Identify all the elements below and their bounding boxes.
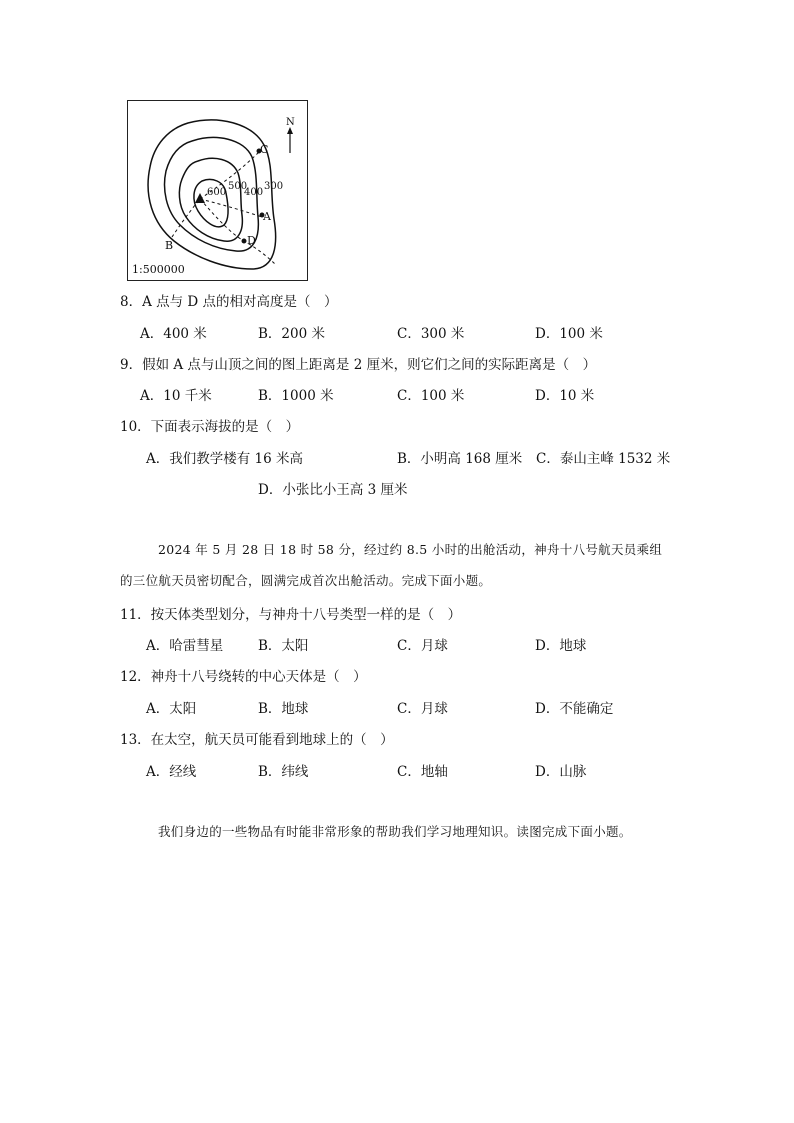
north-arrowhead-icon [287,127,293,134]
point-d-label: D [247,234,256,247]
point-b-label: B [165,239,174,252]
contour-label-300: 300 [264,181,284,192]
point-c-label: C [260,143,269,156]
question-13-stem: 13．在太空，航天员可能看到地球上的（ ） [120,732,394,748]
dashed-line-summit-d [200,199,276,265]
question-8-option-a: A．400 米 [140,326,207,342]
question-8-option-c: C．300 米 [397,326,465,342]
question-11-stem: 11．按天体类型划分，与神舟十八号类型一样的是（ ） [120,607,462,623]
question-10-option-a: A．我们教学楼有 16 米高 [146,451,304,467]
question-12-option-b: B．地球 [258,701,309,717]
map-scale: 1:500000 [132,263,185,276]
question-11-option-d: D．地球 [535,638,587,654]
summit-triangle-icon [195,193,205,203]
question-12-option-c: C．月球 [397,701,448,717]
north-label: N [286,117,295,128]
question-9-option-a: A．10 千米 [140,388,212,404]
question-10-option-b: B．小明高 168 厘米 [397,451,523,467]
question-11-option-c: C．月球 [397,638,448,654]
question-9-option-b: B．1000 米 [258,388,334,404]
contour-label-400: 400 [244,187,264,198]
passage-2-line-1: 我们身边的一些物品有时能非常形象的帮助我们学习地理知识。读图完成下面小题。 [158,824,632,839]
question-9-option-d: D．10 米 [535,388,595,404]
question-8-option-d: D．100 米 [535,326,603,342]
question-8-option-b: B．200 米 [258,326,325,342]
passage-1-line-2: 的三位航天员密切配合，圆满完成首次出舱活动。完成下面小题。 [120,573,492,588]
question-13-option-d: D．山脉 [535,764,587,780]
question-9-stem: 9．假如 A 点与山顶之间的图上距离是 2 厘米，则它们之间的实际距离是（ ） [120,357,597,373]
contour-label-600: 600 [207,187,227,198]
question-10-option-c: C．泰山主峰 1532 米 [536,451,671,467]
contour-map [127,100,308,281]
question-13-option-c: C．地轴 [397,764,448,780]
question-11-option-a: A．哈雷彗星 [146,638,224,654]
contour-line-500 [179,158,242,241]
question-12-option-d: D．不能确定 [535,701,614,717]
question-12-stem: 12．神舟十八号绕转的中心天体是（ ） [120,669,367,685]
dashed-line-summit-a [200,199,262,217]
question-12-option-a: A．太阳 [146,701,197,717]
question-13-option-b: B．纬线 [258,764,309,780]
contour-map-svg [128,101,309,282]
question-10-option-d: D．小张比小王高 3 厘米 [258,482,408,498]
question-8-stem: 8．A 点与 D 点的相对高度是（ ） [120,294,338,310]
passage-1-line-1: 2024 年 5 月 28 日 18 时 58 分，经过约 8.5 小时的出舱活动，神舟十八号航天员乘组 [158,542,663,557]
question-11-option-b: B．太阳 [258,638,309,654]
point-d-dot [242,239,247,244]
question-13-option-a: A．经线 [146,764,197,780]
question-9-option-c: C．100 米 [397,388,465,404]
question-10-stem: 10．下面表示海拔的是（ ） [120,419,300,435]
contour-label-500: 500 [228,181,248,192]
point-a-label: A [263,210,271,223]
